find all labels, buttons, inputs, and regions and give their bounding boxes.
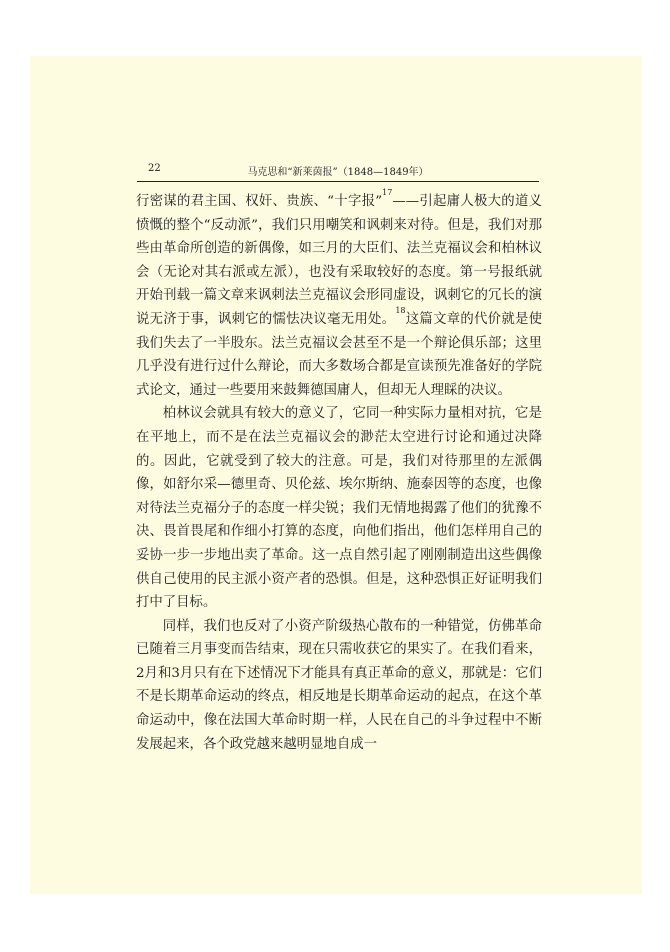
footnote-ref: 18 bbox=[395, 305, 406, 315]
text-run: 柏林议会就具有较大的意义了，它同一种实际力量相对抗，它是在平地上，而不是在法兰克福议会的渺茫太空进行讨论和通过决降的。因此，它就受到了较大的注意。可是，我们对待那里的左派偶像，如舒尔采—德里奇、贝伦兹、埃尔斯纳、施泰因等的态度，也像对待法兰克福分子的态度一样尖锐；我们无情地揭露了他们的犹豫不决、畏首畏尾和作细小打算的态度，向他们指出，他们怎样用自己的妥协一步一步地出卖了革命。这一点自然引起了刚刚制造出这些偶像供自己使用的民主派小资产者的恐惧。但是，这种恐惧正好证明我们打中了目标。 bbox=[136, 406, 542, 611]
running-title: 马克思和“新莱茵报”（1848—1849年） bbox=[247, 167, 429, 178]
text-run: ——引起庸人极大的道义愤慨的整个“反动派”，我们只用嘲笑和讽刺来对待。但是，我们对那些由革命所创造的新偶像，如三月的大臣们、法兰克福议会和柏林议会（无论对其右派或左派），也没有采取较好的态度。第一号报纸就开始刊载一篇文章来讽刺法兰克福议会形同虚设，讽刺它的冗长的演说无济于事，讽刺它的懦怯决议毫无用处。 bbox=[136, 194, 542, 327]
footnote-ref: 17 bbox=[382, 188, 393, 197]
page-header bbox=[137, 161, 539, 182]
page-number: 22 bbox=[148, 163, 161, 174]
text-run: 同样，我们也反对了小资产阶级热心散布的一种错觉，仿佛革命已随着三月事变而告结束，现在只需收获它的果实了。在我们看来，2月和3月只有在下述情况下才能具有真正革命的意义，那就是：它们不是长期革命运动的终点，相反地是长期革命运动的起点，在这个革命运动中，像在法国大革命时期一样，人民在自己的斗争过程中不断发展起来，各个政党越来越明显地自成一 bbox=[136, 618, 542, 752]
text-run: 行密谋的君主国、权奸、贵族、“十字报” bbox=[136, 194, 383, 209]
paragraph bbox=[136, 615, 542, 757]
paragraph bbox=[136, 190, 542, 402]
text-run: 这篇文章的代价就是使我们失去了一半股东。法兰克福议会甚至不是一个辩论俱乐部；这里几乎没有进行过什么辩论，而大多数场合都是宣读预先准备好的学院式论文，通过一些要用来鼓舞德国庸人，但却无人理睬的决议。 bbox=[136, 311, 543, 398]
paragraph bbox=[136, 402, 542, 614]
body-text bbox=[136, 190, 542, 756]
